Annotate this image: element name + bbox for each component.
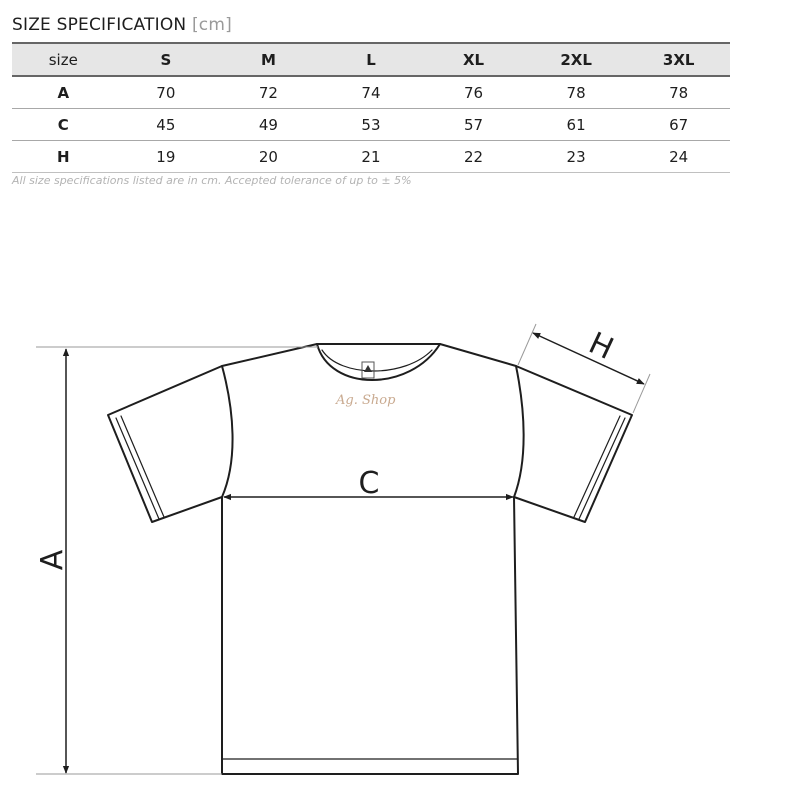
dimension-a-label: A [35, 549, 70, 571]
table-cell: 45 [115, 109, 218, 141]
right-cuff-seam [574, 416, 620, 517]
guide-lines [36, 324, 650, 774]
table-cell: 20 [217, 141, 320, 173]
left-cuff-seam [121, 416, 164, 517]
header-size: 2XL [525, 43, 628, 76]
table-cell: 74 [320, 76, 423, 109]
table-cell: 57 [422, 109, 525, 141]
row-label: H [12, 141, 115, 173]
title-unit: [cm] [191, 15, 232, 35]
dimension-h-label: H [583, 325, 619, 368]
row-label: C [12, 109, 115, 141]
watermark-text: Ag. Shop [336, 393, 396, 408]
table-cell: 78 [525, 76, 628, 109]
tshirt-outline [108, 344, 632, 774]
table-cell: 72 [217, 76, 320, 109]
dimension-c-label: C [358, 466, 380, 501]
table-cell: 78 [627, 76, 730, 109]
row-label: A [12, 76, 115, 109]
title-text: SIZE SPECIFICATION [12, 15, 187, 35]
table-cell: 61 [525, 109, 628, 141]
left-sleeve [108, 366, 222, 522]
tshirt-body [222, 344, 524, 774]
header-size: M [217, 43, 320, 76]
table-cell: 49 [217, 109, 320, 141]
table-cell: 21 [320, 141, 423, 173]
header-corner: size [12, 43, 115, 76]
header-size: XL [422, 43, 525, 76]
table-cell: 67 [627, 109, 730, 141]
table-cell: 19 [115, 141, 218, 173]
left-cuff-seam [116, 418, 159, 519]
header-size: 3XL [627, 43, 730, 76]
header-size: L [320, 43, 423, 76]
tolerance-note: All size specifications listed are in cm. Accepted tolerance of up to ± 5% [12, 174, 412, 187]
table-cell: 53 [320, 109, 423, 141]
header-size: S [115, 43, 218, 76]
table-cell: 70 [115, 76, 218, 109]
table-cell: 23 [525, 141, 628, 173]
right-sleeve [514, 366, 632, 522]
right-cuff-seam [579, 418, 625, 519]
table-cell: 22 [422, 141, 525, 173]
table-cell: 24 [627, 141, 730, 173]
table-cell: 76 [422, 76, 525, 109]
